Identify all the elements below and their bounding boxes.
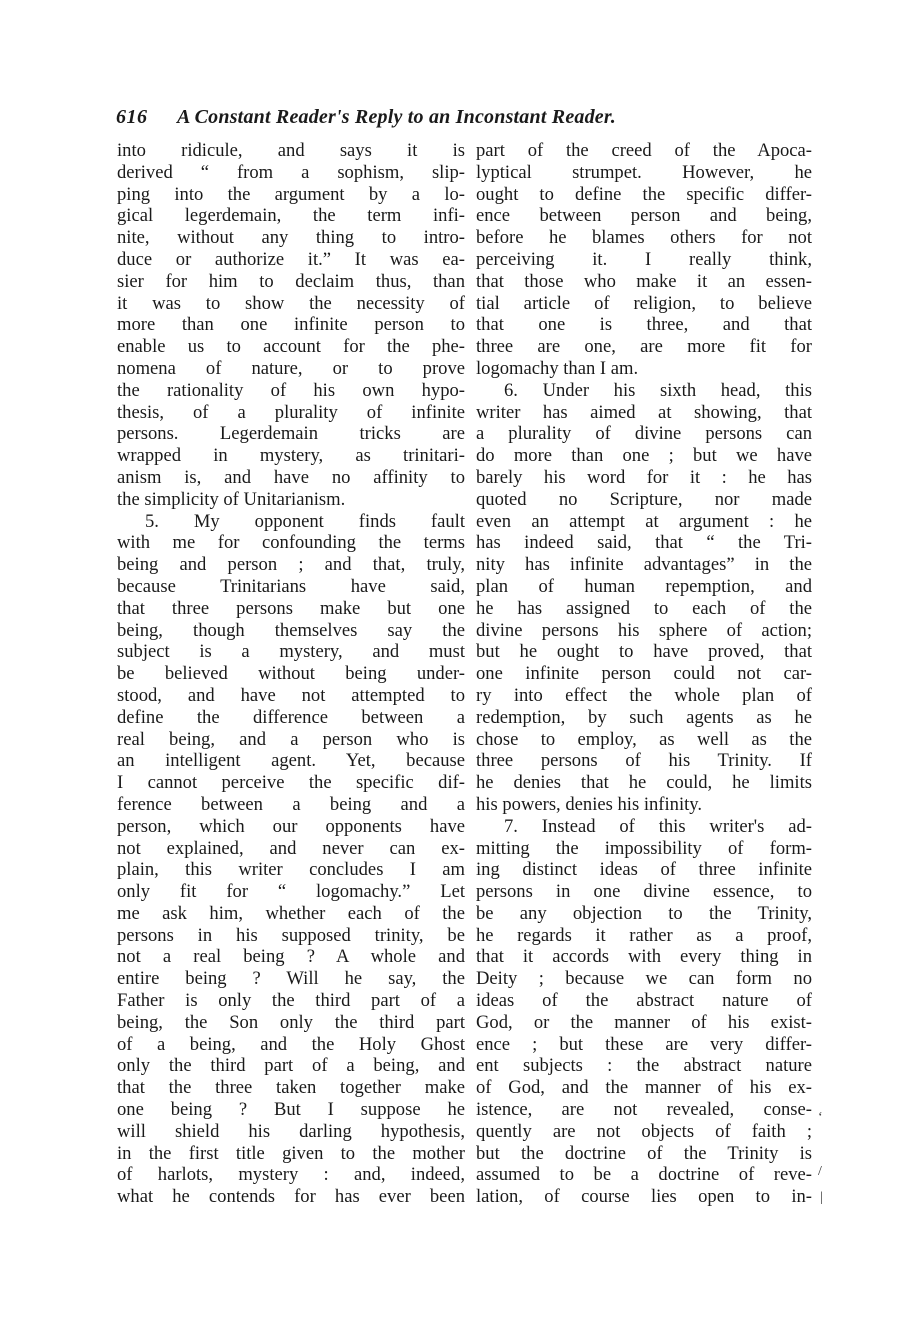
text-line: do more than one ; but we have (476, 445, 812, 467)
text-line: subject is a mystery, and must (117, 641, 465, 663)
text-line: gical legerdemain, the term infi- (117, 205, 465, 227)
text-line: ference between a being and a (117, 793, 465, 815)
text-line: be any objection to the Trinity, (476, 902, 812, 924)
text-line: ping into the argument by a lo- (117, 183, 465, 205)
text-line: sier for him to declaim thus, than (117, 270, 465, 292)
text-line: only fit for “ logomachy.” Let (117, 881, 465, 903)
text-line: that the three taken together make (117, 1077, 465, 1099)
paragraph-end-line: his powers, denies his infinity. (476, 793, 703, 815)
paragraph-7-start: 7. Instead of this writer's ad- (504, 815, 812, 837)
text-line: an intelligent agent. Yet, because (117, 750, 465, 772)
paragraph-5-start: 5. My opponent finds fault (145, 510, 465, 532)
margin-speck: | (820, 1190, 823, 1205)
text-line: not explained, and never can ex- (117, 837, 465, 859)
text-line: redemption, by such agents as he (476, 706, 812, 728)
text-line: he denies that he could, he limits (476, 772, 812, 794)
text-line: me ask him, whether each of the (117, 902, 465, 924)
paragraph-6-start: 6. Under his sixth head, this (504, 379, 812, 401)
text-line: three are one, are more fit for (476, 336, 812, 358)
text-line: tial article of religion, to believe (476, 292, 812, 314)
text-line: the rationality of his own hypo- (117, 379, 465, 401)
text-line: ry into effect the whole plan of (476, 684, 812, 706)
text-line: but the doctrine of the Trinity is (476, 1142, 812, 1164)
text-line: writer has aimed at showing, that (476, 401, 812, 423)
text-line: quently are not objects of faith ; (476, 1120, 812, 1142)
text-line: part of the creed of the Apoca- (476, 140, 812, 161)
text-line: istence, are not revealed, conse- (476, 1099, 812, 1121)
margin-speck: ‘ (818, 1110, 823, 1125)
right-column (476, 140, 812, 1208)
text-line: because Trinitarians have said, (117, 575, 465, 597)
text-line: in the first title given to the mother (117, 1142, 465, 1164)
text-line: be believed without being under- (117, 663, 465, 685)
text-line: being, the Son only the third part (117, 1011, 465, 1033)
left-column (117, 140, 465, 1208)
text-line: define the difference between a (117, 706, 465, 728)
text-line: that three persons make but one (117, 597, 465, 619)
text-line: of God, and the manner of his ex- (476, 1077, 812, 1099)
text-line: barely his word for it : he has (476, 466, 812, 488)
text-line: will shield his darling hypothesis, (117, 1120, 465, 1142)
text-line: person, which our opponents have (117, 815, 465, 837)
paragraph-end-line: logomachy than I am. (476, 357, 639, 379)
text-line: persons in his supposed trinity, be (117, 924, 465, 946)
text-line: derived “ from a sophism, slip- (117, 161, 465, 183)
text-line: that it accords with every thing in (476, 946, 812, 968)
text-line: persons in one divine essence, to (476, 881, 812, 903)
text-line: nomena of nature, or to prove (117, 357, 465, 379)
text-line: being and person ; and that, truly, (117, 554, 465, 576)
page-number: 616 (116, 106, 148, 128)
text-line: perceiving it. I really think, (476, 248, 812, 270)
text-line: Father is only the third part of a (117, 990, 465, 1012)
margin-speck: / (818, 1164, 822, 1179)
text-line: stood, and have not attempted to (117, 684, 465, 706)
text-line: before he blames others for not (476, 227, 812, 249)
text-line: one being ? But I suppose he (117, 1099, 465, 1121)
text-line: plain, this writer concludes I am (117, 859, 465, 881)
text-line: assumed to be a doctrine of reve- (476, 1164, 812, 1186)
text-line: I cannot perceive the specific dif- (117, 772, 465, 794)
text-line: what he contends for has ever been (117, 1186, 465, 1208)
text-line: God, or the manner of his exist- (476, 1011, 812, 1033)
text-line: ought to define the specific differ- (476, 183, 812, 205)
text-line: entire being ? Will he say, the (117, 968, 465, 990)
text-line: that one is three, and that (476, 314, 812, 336)
text-line: anism is, and have no affinity to (117, 466, 465, 488)
text-line: quoted no Scripture, nor made (476, 488, 812, 510)
text-line: into ridicule, and says it is (117, 140, 465, 161)
text-line: persons. Legerdemain tricks are (117, 423, 465, 445)
text-line: ent subjects : the abstract nature (476, 1055, 812, 1077)
text-line: a plurality of divine persons can (476, 423, 812, 445)
text-line: of harlots, mystery : and, indeed, (117, 1164, 465, 1186)
text-line: nite, without any thing to intro- (117, 227, 465, 249)
text-line: ence between person and being, (476, 205, 812, 227)
text-line: ideas of the abstract nature of (476, 990, 812, 1012)
text-line: even an attempt at argument : he (476, 510, 812, 532)
text-line: not a real being ? A whole and (117, 946, 465, 968)
text-line: real being, and a person who is (117, 728, 465, 750)
running-title: A Constant Reader's Reply to an Inconstant Reader. (177, 106, 616, 128)
text-line: ence ; but these are very differ- (476, 1033, 812, 1055)
text-line: three persons of his Trinity. If (476, 750, 812, 772)
text-line: ing distinct ideas of three infinite (476, 859, 812, 881)
text-line: mitting the impossibility of form- (476, 837, 812, 859)
text-line: duce or authorize it.” It was ea- (117, 248, 465, 270)
text-line: lyptical strumpet. However, he (476, 161, 812, 183)
paragraph-end-line: the simplicity of Unitarianism. (117, 488, 346, 510)
text-line: lation, of course lies open to in- (476, 1186, 812, 1208)
text-line: divine persons his sphere of action; (476, 619, 812, 641)
text-line: he regards it rather as a proof, (476, 924, 812, 946)
text-line: enable us to account for the phe- (117, 336, 465, 358)
text-line: wrapped in mystery, as trinitari- (117, 445, 465, 467)
text-line: being, though themselves say the (117, 619, 465, 641)
running-head (116, 104, 816, 130)
text-line: that those who make it an essen- (476, 270, 812, 292)
text-line: but he ought to have proved, that (476, 641, 812, 663)
text-line: only the third part of a being, and (117, 1055, 465, 1077)
text-line: chose to employ, as well as the (476, 728, 812, 750)
text-line: he has assigned to each of the (476, 597, 812, 619)
text-line: more than one infinite person to (117, 314, 465, 336)
text-line: plan of human repemption, and (476, 575, 812, 597)
text-line: Deity ; because we can form no (476, 968, 812, 990)
text-line: with me for confounding the terms (117, 532, 465, 554)
text-line: it was to show the necessity of (117, 292, 465, 314)
text-line: thesis, of a plurality of infinite (117, 401, 465, 423)
text-line: of a being, and the Holy Ghost (117, 1033, 465, 1055)
text-line: one infinite person could not car- (476, 663, 812, 685)
text-line: nity has infinite advantages” in the (476, 554, 812, 576)
text-line: has indeed said, that “ the Tri- (476, 532, 812, 554)
